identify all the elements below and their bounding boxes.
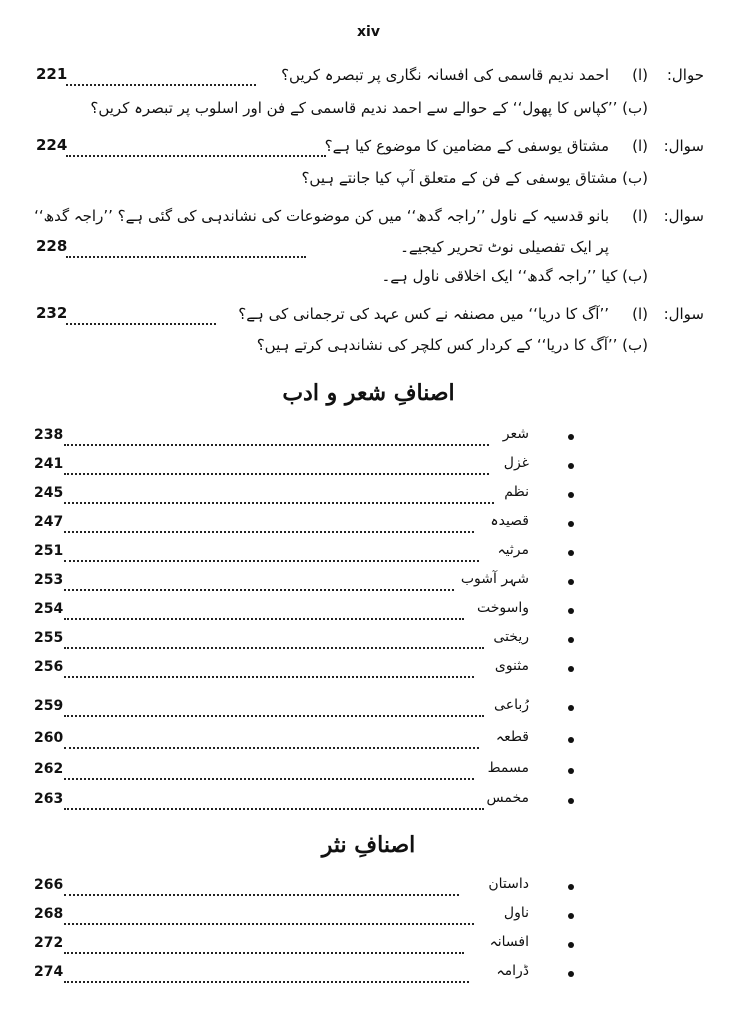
question-mark: (ا)	[632, 305, 648, 323]
bullet-icon	[568, 492, 574, 498]
dot-leader	[64, 552, 479, 562]
dot-leader	[64, 436, 489, 446]
toc-label: شعر	[502, 426, 529, 442]
toc-row	[34, 729, 574, 751]
toc-label: قصیدہ	[490, 513, 529, 529]
dot-leader	[64, 523, 474, 533]
question-row	[36, 334, 704, 364]
toc-row	[34, 455, 574, 477]
toc-label: ڈرامہ	[496, 963, 529, 979]
toc-row	[34, 513, 574, 535]
toc-row	[34, 600, 574, 622]
question-prefix: سوال:	[663, 207, 704, 225]
toc-page: 245	[34, 485, 64, 501]
toc-label: مخمس	[486, 790, 529, 806]
question-page: 232	[36, 304, 68, 322]
toc-page: 274	[34, 964, 64, 980]
toc-page: 238	[34, 427, 64, 443]
dot-leader	[64, 800, 484, 810]
dot-leader	[64, 973, 469, 983]
question-row	[36, 205, 704, 235]
bullet-icon	[568, 550, 574, 556]
toc-row	[34, 426, 574, 448]
dot-leader	[64, 739, 479, 749]
dot-leader	[64, 639, 484, 649]
toc-label: مرثیہ	[497, 542, 529, 558]
question-text: (ب) مشتاق یوسفی کے فن کے متعلق آپ کیا جانتے ہیں؟	[301, 169, 648, 187]
toc-label: شہر آشوب	[460, 571, 529, 587]
dot-leader	[64, 494, 494, 504]
toc-page: 268	[34, 906, 64, 922]
bullet-icon	[568, 884, 574, 890]
question-text: ’’آگ کا دریا‘‘ میں مصنفہ نے کس عہد کی ترجمانی کی ہے؟	[238, 305, 609, 323]
toc-page: 254	[34, 601, 64, 617]
question-row	[36, 135, 704, 165]
question-page: 228	[36, 237, 68, 255]
question-mark: (ا)	[632, 207, 648, 225]
bullet-icon	[568, 798, 574, 804]
bullet-icon	[568, 608, 574, 614]
question-text: (ب) ’’کپاس کا پھول‘‘ کے حوالے سے احمد ندیم قاسمی کے فن اور اسلوب پر تبصرہ کریں؟	[90, 99, 648, 117]
toc-page: 259	[34, 698, 64, 714]
bullet-icon	[568, 705, 574, 711]
toc-label: رُباعی	[494, 697, 529, 713]
bullet-icon	[568, 971, 574, 977]
question-row	[36, 64, 704, 94]
section-heading-prose: اصنافِ نثر	[321, 832, 416, 858]
toc-label: غزل	[503, 455, 529, 471]
toc-page: 266	[34, 877, 64, 893]
toc-page: 253	[34, 572, 64, 588]
question-text: پر ایک تفصیلی نوٹ تحریر کیجیے۔	[400, 238, 609, 256]
bullet-icon	[568, 637, 574, 643]
dot-leader	[64, 668, 474, 678]
toc-page: 256	[34, 659, 64, 675]
toc-page: 260	[34, 730, 64, 746]
bullet-icon	[568, 579, 574, 585]
question-text: (ب) ’’آگ کا دریا‘‘ کے کردار کس کلچر کی نشاندہی کرتے ہیں؟	[256, 336, 648, 354]
toc-page: 251	[34, 543, 64, 559]
dot-leader	[64, 610, 464, 620]
dot-leader	[64, 944, 464, 954]
toc-page: 262	[34, 761, 64, 777]
dot-leader	[66, 74, 256, 86]
question-row	[36, 265, 704, 295]
toc-label: داستان	[488, 876, 529, 892]
dot-leader	[64, 770, 474, 780]
dot-leader	[64, 915, 474, 925]
bullet-icon	[568, 521, 574, 527]
toc-label: ناول	[503, 905, 529, 921]
toc-label: مثنوی	[494, 658, 529, 674]
toc-label: قطعہ	[495, 729, 529, 745]
toc-row	[34, 484, 574, 506]
toc-label: ریختی	[493, 629, 529, 645]
bullet-icon	[568, 737, 574, 743]
bullet-icon	[568, 434, 574, 440]
question-prefix: سوال:	[663, 137, 704, 155]
dot-leader	[66, 313, 216, 325]
question-row	[36, 303, 704, 333]
dot-leader	[66, 145, 326, 157]
question-row	[36, 97, 704, 127]
question-page: 221	[36, 65, 68, 83]
toc-row	[34, 542, 574, 564]
toc-row	[34, 876, 574, 898]
dot-leader	[66, 246, 306, 258]
toc-row	[34, 697, 574, 719]
toc-row	[34, 629, 574, 651]
toc-page: 263	[34, 791, 64, 807]
toc-page: 247	[34, 514, 64, 530]
toc-row	[34, 934, 574, 956]
toc-row	[34, 760, 574, 782]
question-row	[36, 236, 704, 266]
question-mark: (ا)	[632, 137, 648, 155]
dot-leader	[64, 707, 484, 717]
toc-label: نظم	[504, 484, 529, 500]
question-text: بانو قدسیہ کے ناول ’’راجہ گدھ‘‘ میں کن موضوعات کی نشاندہی کی گئی ہے؟ ’’راجہ گدھ‘‘	[34, 207, 609, 225]
question-prefix: سوال:	[663, 305, 704, 323]
bullet-icon	[568, 463, 574, 469]
question-mark: (ا)	[632, 66, 648, 84]
toc-page: 241	[34, 456, 64, 472]
dot-leader	[64, 886, 459, 896]
toc-label: مسمط	[487, 760, 529, 776]
toc-label: واسوخت	[476, 600, 529, 616]
toc-row	[34, 905, 574, 927]
page-number: xiv	[357, 24, 380, 40]
question-text: احمد ندیم قاسمی کی افسانہ نگاری پر تبصرہ کریں؟	[281, 66, 609, 84]
question-text: مشتاق یوسفی کے مضامین کا موضوع کیا ہے؟	[324, 137, 609, 155]
question-row	[36, 167, 704, 197]
bullet-icon	[568, 913, 574, 919]
question-page: 224	[36, 136, 68, 154]
bullet-icon	[568, 666, 574, 672]
toc-row	[34, 790, 574, 812]
toc-page: 272	[34, 935, 64, 951]
toc-row	[34, 658, 574, 680]
toc-row	[34, 963, 574, 985]
toc-label: افسانہ	[489, 934, 529, 950]
toc-page: 255	[34, 630, 64, 646]
question-text: (ب) کیا ’’راجہ گدھ‘‘ ایک اخلاقی ناول ہے۔	[381, 267, 648, 285]
toc-row	[34, 571, 574, 593]
question-prefix: حوال:	[666, 66, 704, 84]
section-heading-poetry: اصنافِ شعر و ادب	[282, 380, 455, 406]
dot-leader	[64, 465, 489, 475]
bullet-icon	[568, 768, 574, 774]
bullet-icon	[568, 942, 574, 948]
dot-leader	[64, 581, 454, 591]
